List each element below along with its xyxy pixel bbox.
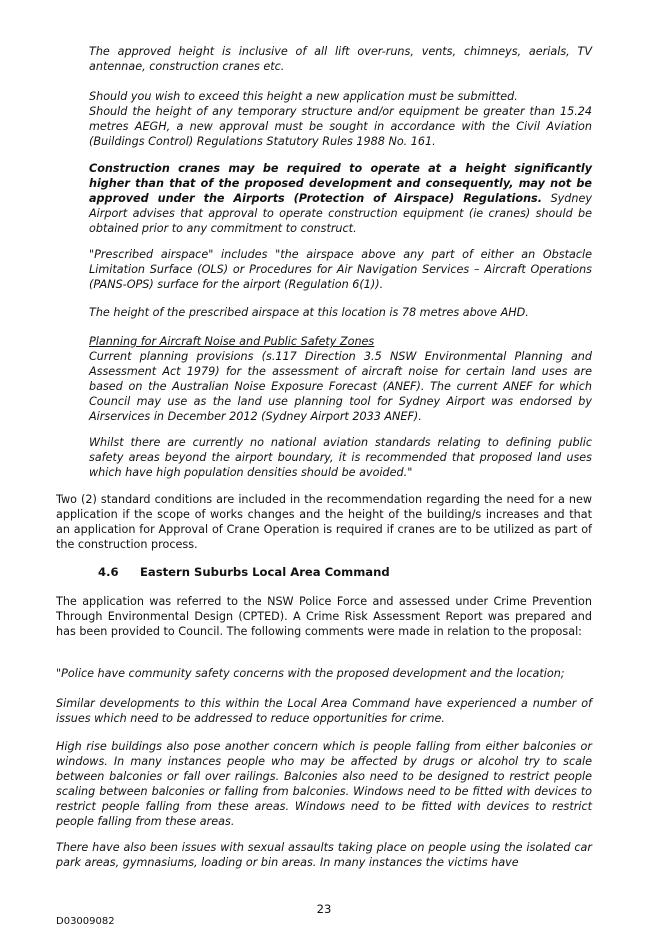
paragraph-airspace-height: The height of the prescribed airspace at this location is 78 metres above AHD. [89, 306, 529, 319]
paragraph-police-referral: The application was referred to the NSW Police Force and assessed under Crime Prevention Through Environmental Design (CPTED). A Crime Risk Assessment Report was prepared and has been provided to Council. The following comments were made in relation to the proposal: [56, 595, 592, 638]
paragraph-police-concerns: "Police have community safety concerns with the proposed development and the location; [56, 667, 565, 680]
cranes-bold-text: Construction cranes may be required to operate at a height significantly higher than that of the proposed development and consequently, may not be approved under the Airports (Protection of Airspace) Regulations. [89, 162, 592, 205]
paragraph-sexual-assaults: There have also been issues with sexual assaults taking place on people using the isolated car park areas, gymnasiums, loading or bin areas. In many instances the victims have [56, 841, 592, 869]
paragraph-approved-height: The approved height is inclusive of all lift over-runs, vents, chimneys, aerials, TV antennae, construction cranes etc. [89, 45, 592, 73]
section-number: 4.6 [98, 565, 119, 579]
paragraph-exceed-height-line1: Should you wish to exceed this height a new application must be submitted. [89, 90, 518, 103]
paragraph-aircraft-noise [89, 334, 592, 424]
paragraph-public-safety: Whilst there are currently no national aviation standards relating to defining public safety areas beyond the airport boundary, it is recommended that proposed land uses which have high population densities should be avoided." [89, 436, 592, 479]
section-title: Eastern Suburbs Local Area Command [140, 565, 390, 579]
section-heading [56, 565, 390, 579]
paragraph-prescribed-airspace: "Prescribed airspace" includes "the airspace above any part of either an Obstacle Limitation Surface (OLS) or Procedures for Air Navigation Services – Aircraft Operations (PANS-OPS) surface for the airport (Regulation 6(1)). [89, 248, 592, 291]
paragraph-exceed-height [89, 89, 592, 149]
paragraph-high-rise: High rise buildings also pose another concern which is people falling from either balconies or windows. In many instances people who may be affected by drugs or alcohol try to scale between balconies or fall over railings. Balconies also need to be designed to restrict people scaling between balconies or falling from balconies. Windows need to be fitted with devices to restrict people falling from these areas. Windows need to be fitted with devices to restrict people falling from these areas. [56, 740, 592, 828]
paragraph-similar-developments: Similar developments to this within the Local Area Command have experienced a number of issues which need to be addressed to reduce opportunities for crime. [56, 697, 592, 725]
paragraph-standard-conditions: Two (2) standard conditions are included in the recommendation regarding the need for a new application if the scope of works changes and the height of the building/s increases and that an application for Approval of Crane Operation is required if cranes are to be utilized as part of the construction process. [56, 493, 592, 551]
cranes-advice-text: Sydney Airport advises that approval to operate construction equipment (ie cranes) should be obtained prior to any commitment to construct. [89, 192, 592, 235]
aircraft-noise-body: Current planning provisions (s.117 Direction 3.5 NSW Environmental Planning and Assessment Act 1979) for the assessment of aircraft noise for certain land uses are based on the Australian Noise Exposure Forecast (ANEF). The current ANEF for which Council may use as the land use planning tool for Sydney Airport was endorsed by Airservices in December 2012 (Sydney Airport 2033 ANEF). [89, 350, 592, 423]
page-number: 23 [316, 902, 332, 916]
aircraft-noise-subheading: Planning for Aircraft Noise and Public Safety Zones [89, 335, 375, 348]
paragraph-temporary-structure: Should the height of any temporary structure and/or equipment be greater than 15.24 metres AEGH, a new approval must be sought in accordance with the Civil Aviation (Buildings Control) Regulations Statutory Rules 1988 No. 161. [89, 105, 592, 148]
paragraph-construction-cranes [89, 161, 592, 236]
document-id: D03009082 [56, 916, 115, 927]
